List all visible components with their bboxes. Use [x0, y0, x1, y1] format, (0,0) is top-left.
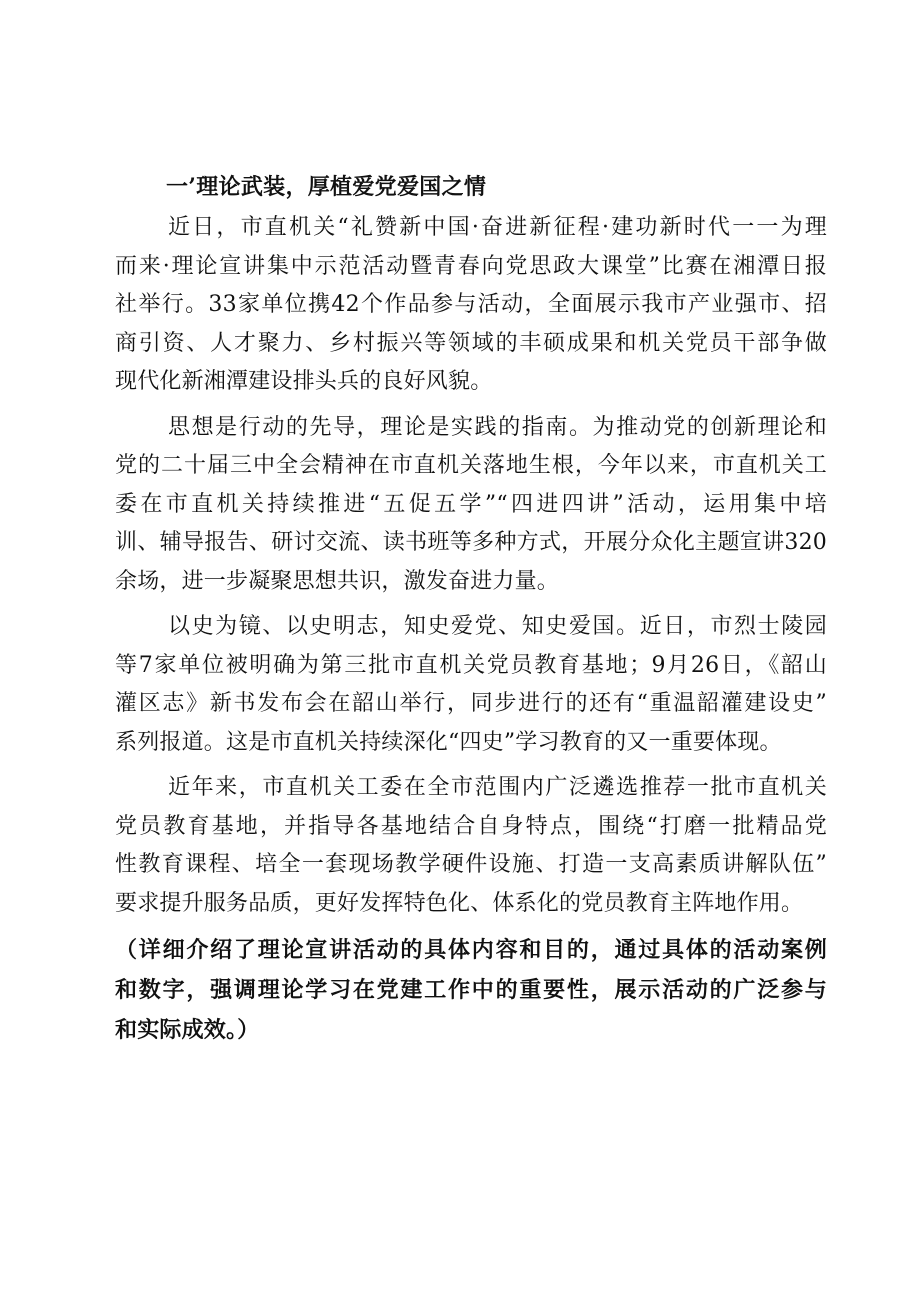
paragraph-line: 以史为镜、以史明志，知史爱党、知史爱国。近日，市烈士陵园	[168, 614, 827, 639]
paragraph-line: 而来·理论宣讲集中示范活动暨青春向党思政大课堂”比赛在湘潭日报	[115, 253, 827, 279]
paragraph-line: 等7家单位被明确为第三批市直机关党员教育基地；9月26日，《韶山	[115, 652, 827, 678]
paragraph-line: 近日，市直机关“礼赞新中国·奋进新征程·建功新时代一一为理	[168, 215, 827, 240]
summary-line: 和数字，强调理论学习在党建工作中的重要性，展示活动的广泛参与	[115, 977, 827, 1003]
paragraph-4	[115, 769, 827, 923]
paragraph-line: 性教育课程、培全一套现场教学硬件设施、打造一支高素质讲解队伍”	[115, 852, 827, 877]
summary-note	[115, 930, 827, 1050]
paragraph-line: 近年来，市直机关工委在全市范围内广泛遴选推荐一批市直机关	[168, 775, 827, 800]
document-page	[115, 168, 827, 1057]
paragraph-line: 党的二十届三中全会精神在市直机关落地生根，今年以来，市直机关工	[115, 453, 827, 478]
paragraph-line: 要求提升服务品质，更好发挥特色化、体系化的党员教育主阵地作用。	[115, 890, 804, 916]
paragraph-3	[115, 608, 827, 762]
paragraph-1	[115, 209, 827, 402]
paragraph-line: 委在市直机关持续推进“五促五学”“四进四讲”活动，运用集中培	[115, 491, 827, 517]
paragraph-line: 系列报道。这是市直机关持续深化“四史”学习教育的又一重要体现。	[115, 729, 782, 755]
paragraph-line: 灌区志》新书发布会在韶山举行，同步进行的还有“重温韶灌建设史”	[115, 691, 827, 716]
paragraph-line: 思想是行动的先导，理论是实践的指南。为推动党的创新理论和	[168, 414, 827, 440]
section-heading: 一’理论武装，厚植爱党爱国之情	[166, 174, 487, 200]
paragraph-2	[115, 409, 827, 602]
paragraph-line: 现代化新湘潭建设排头兵的良好风貌。	[115, 369, 493, 394]
paragraph-line: 社举行。33家单位携42个作品参与活动，全面展示我市产业强市、招	[115, 292, 827, 317]
paragraph-line: 训、辅导报告、研讨交流、读书班等多种方式，开展分众化主题宣讲320	[115, 530, 827, 555]
summary-line: 和实际成效。）	[115, 1017, 260, 1043]
paragraph-line: 党员教育基地，并指导各基地结合自身特点，围绕“打磨一批精品党	[115, 813, 827, 839]
paragraph-line: 商引资、人才聚力、乡村振兴等领域的丰硕成果和机关党员干部争做	[115, 330, 827, 356]
paragraph-line: 余场，进一步凝聚思想共识，激发奋进力量。	[115, 568, 560, 594]
summary-line: （详细介绍了理论宣讲活动的具体内容和目的，通过具体的活动案例	[115, 937, 827, 963]
